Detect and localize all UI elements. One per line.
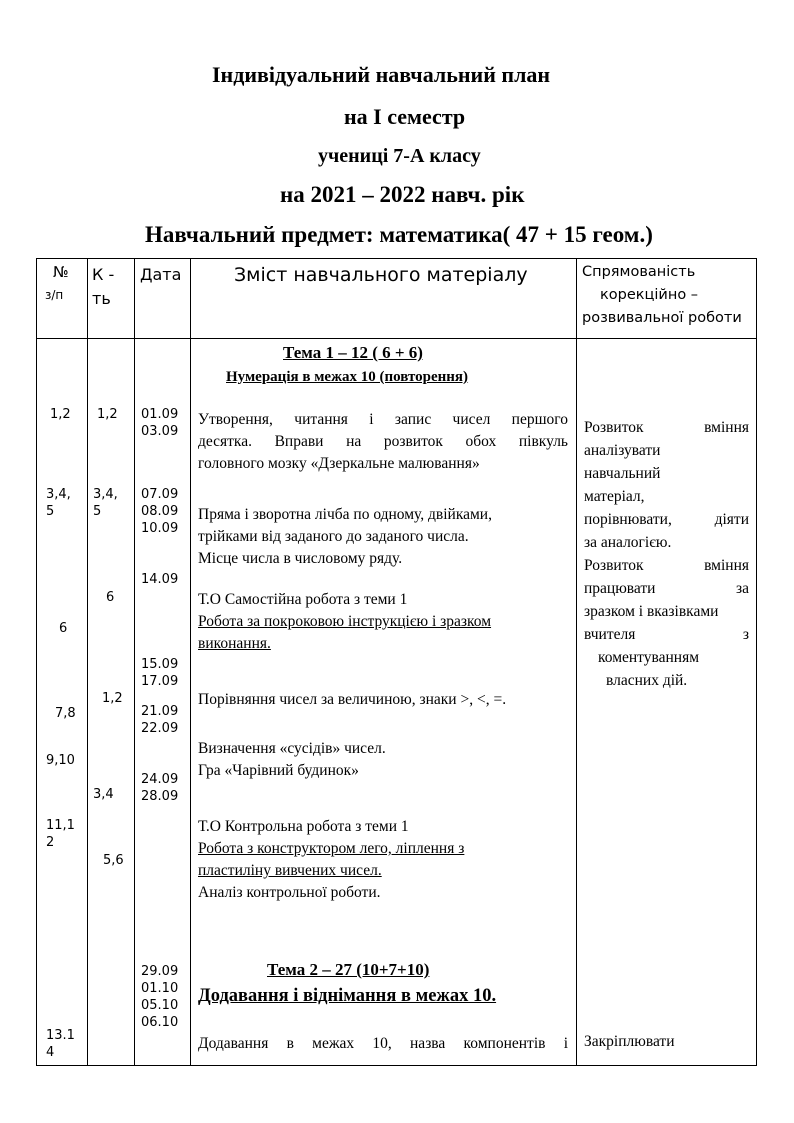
column-divider xyxy=(190,258,191,1066)
row-date: 14.09 xyxy=(141,572,179,587)
correction-line: Закріплювати xyxy=(584,1033,675,1050)
content-line: Додавання в межах 10, назва компонентів і xyxy=(198,1035,568,1052)
row-date: 10.09 xyxy=(141,521,179,536)
correction-line: вчителя з xyxy=(584,626,749,643)
row-quantity: 1,2 xyxy=(97,407,118,422)
content-line: Т.О Самостійна робота з теми 1 xyxy=(198,591,408,608)
row-number: 13.1 xyxy=(46,1028,75,1043)
topic-1-subtitle: Нумерація в межах 10 (повторення) xyxy=(226,369,469,385)
column-divider xyxy=(134,258,135,1066)
header-number-sub: з/п xyxy=(45,288,64,302)
header-date: Дата xyxy=(140,265,182,284)
topic-2-title: Тема 2 – 27 (10+7+10) xyxy=(267,960,430,979)
subject-title: Навчальний предмет: математика( 47 + 15 геом.) xyxy=(145,222,653,247)
content-line: Пряма і зворотна лічба по одному, двійками, xyxy=(198,506,492,523)
topic-1-title: Тема 1 – 12 ( 6 + 6) xyxy=(283,343,423,362)
content-line: головного мозку «Дзеркальне малювання» xyxy=(198,455,480,472)
row-date: 06.10 xyxy=(141,1015,179,1030)
correction-line: порівнювати, діяти xyxy=(584,511,749,528)
header-divider xyxy=(36,338,757,339)
column-divider xyxy=(576,258,577,1066)
row-date: 17.09 xyxy=(141,674,179,689)
correction-line: аналізувати xyxy=(584,442,661,459)
header-quantity: К - xyxy=(92,265,115,284)
row-quantity: 5 xyxy=(93,504,102,519)
header-number: № xyxy=(53,263,69,281)
correction-line: зразком і вказівками xyxy=(584,603,719,620)
correction-line: Розвиток вміння xyxy=(584,557,749,574)
row-number: 9,10 xyxy=(46,753,75,768)
content-line: пластиліну вивчених чисел. xyxy=(198,862,382,879)
content-line: Т.О Контрольна робота з теми 1 xyxy=(198,818,409,835)
row-date: 29.09 xyxy=(141,964,179,979)
header-quantity-sub: ть xyxy=(92,289,111,308)
content-line: Визначення «сусідів» чисел. xyxy=(198,740,386,757)
row-date: 21.09 xyxy=(141,704,179,719)
row-date: 22.09 xyxy=(141,721,179,736)
content-line: Робота з конструктором лего, ліплення з xyxy=(198,840,465,857)
row-quantity: 3,4 xyxy=(93,787,114,802)
content-line: Утворення, читання і запис чисел першого xyxy=(198,411,568,428)
plan-title: Індивідуальний навчальний план xyxy=(212,62,551,87)
row-date: 05.10 xyxy=(141,998,179,1013)
header-content: Зміст навчального матеріалу xyxy=(234,264,528,286)
header-correction-2: корекційно – xyxy=(600,287,699,303)
row-date: 03.09 xyxy=(141,424,179,439)
header-correction-1: Спрямованість xyxy=(582,264,696,280)
correction-line: коментуванням xyxy=(598,649,700,666)
row-quantity: 1,2 xyxy=(102,691,123,706)
column-divider xyxy=(87,258,88,1066)
student-title: учениці 7-А класу xyxy=(318,145,481,167)
topic-2-subtitle: Додавання і віднімання в межах 10. xyxy=(198,986,497,1006)
row-quantity: 3,4, xyxy=(93,487,118,502)
correction-line: матеріал, xyxy=(584,488,645,505)
row-number: 4 xyxy=(46,1045,55,1060)
row-date: 24.09 xyxy=(141,772,179,787)
correction-line: Розвиток вміння xyxy=(584,419,749,436)
row-date: 08.09 xyxy=(141,504,179,519)
row-date: 15.09 xyxy=(141,657,179,672)
row-date: 28.09 xyxy=(141,789,179,804)
content-line: Гра «Чарівний будинок» xyxy=(198,762,359,779)
row-number: 6 xyxy=(59,621,68,636)
correction-line: за аналогією. xyxy=(584,534,672,551)
row-date: 01.10 xyxy=(141,981,179,996)
row-number: 2 xyxy=(46,835,55,850)
row-number: 7,8 xyxy=(55,706,76,721)
row-quantity: 5,6 xyxy=(103,853,124,868)
semester-title: на І семестр xyxy=(344,104,466,129)
correction-line: власних дій. xyxy=(606,672,688,689)
correction-line: працювати за xyxy=(584,580,749,597)
content-line: десятка. Вправи на розвиток обох півкуль xyxy=(198,433,568,450)
row-quantity: 6 xyxy=(106,590,115,605)
content-line: виконання. xyxy=(198,635,271,652)
row-date: 01.09 xyxy=(141,407,179,422)
row-number: 1,2 xyxy=(50,407,71,422)
content-line: трійками від заданого до заданого числа. xyxy=(198,528,469,545)
header-correction-3: розвивальної роботи xyxy=(582,310,742,326)
content-line: Аналіз контрольної роботи. xyxy=(198,884,381,901)
row-number: 3,4, xyxy=(46,487,71,502)
correction-line: навчальний xyxy=(584,465,661,482)
content-line: Місце числа в числовому ряду. xyxy=(198,550,403,567)
year-title: на 2021 – 2022 навч. рік xyxy=(280,182,525,207)
row-date: 07.09 xyxy=(141,487,179,502)
row-number: 11,1 xyxy=(46,818,75,833)
content-line: Робота за покроковою інструкцією і зразком xyxy=(198,613,492,630)
row-number: 5 xyxy=(46,504,55,519)
content-line: Порівняння чисел за величиною, знаки >, <, =. xyxy=(198,691,507,708)
